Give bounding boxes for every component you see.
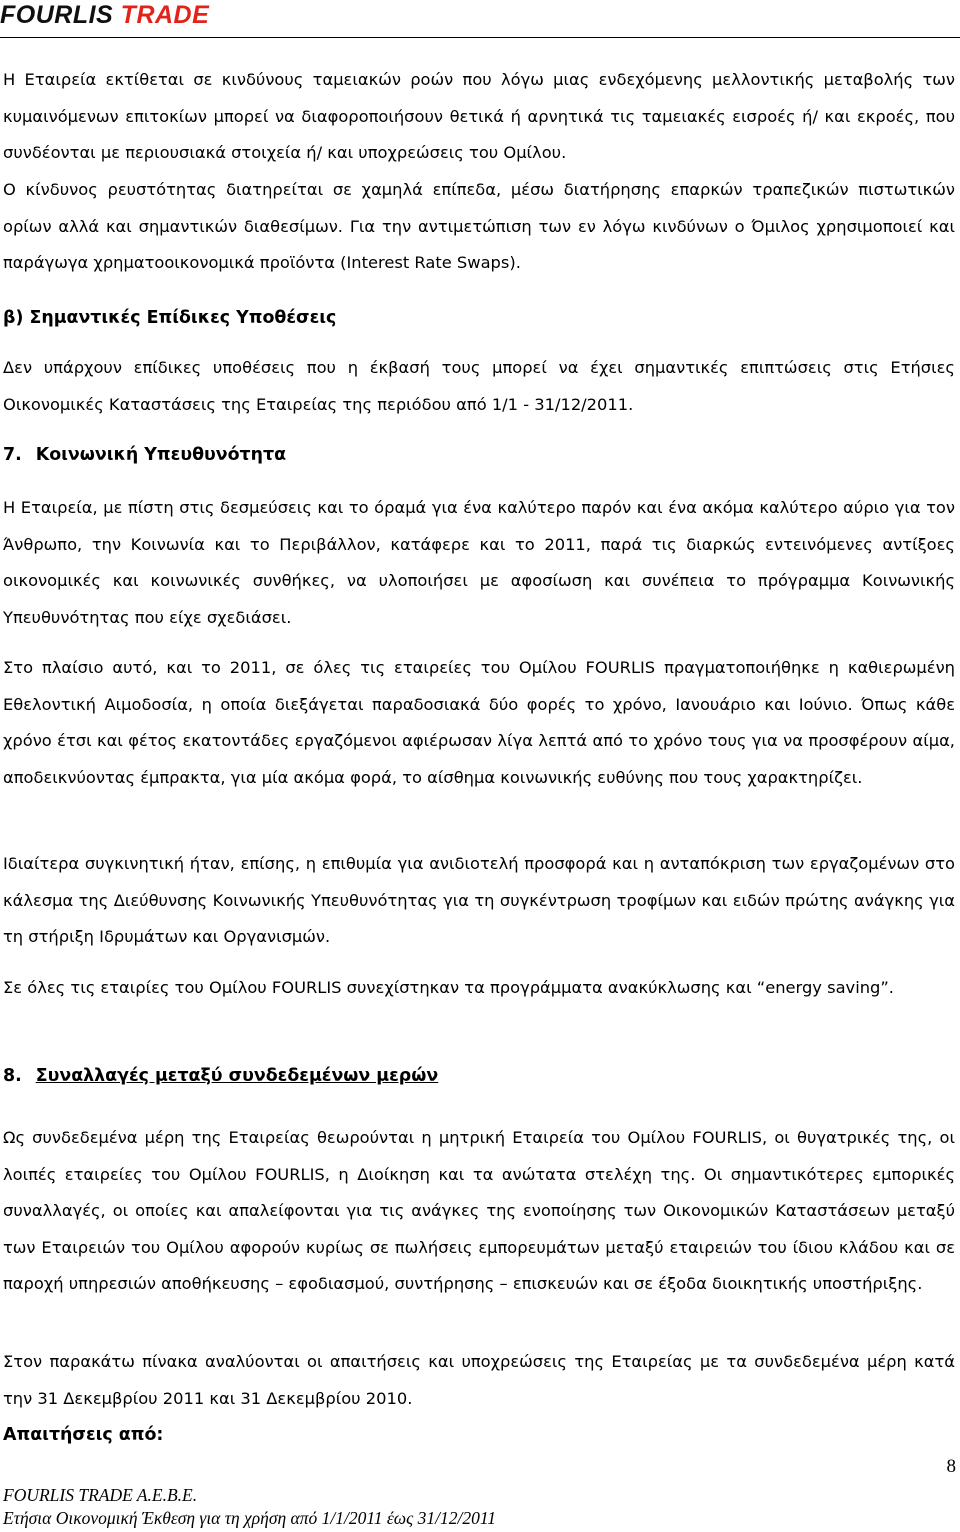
paragraph-related-parties: Ως συνδεδεμένα μέρη της Εταιρείας θεωρούνται η μητρική Εταιρεία του Ομίλου FOURLIS, οι θυγατρικές της, οι λοιπές εταιρείες του Ομίλου FOURLIS, η Διοίκηση και τα ανώτατα στελέχη της. Οι σημαντικότερες εμπορικές συναλλαγές, οι οποίες και απαλείφονται για τις ανάγκες της ενοποίησης των Οικονομικών Καταστάσεων μεταξύ των Εταιρειών του Ομίλου αφορούν κυρίως σε πωλήσεις εμπορευμάτων μεταξύ εταιρειών του ίδιου κλάδου και σε παροχή υπηρεσιών αποθήκευσης – εφοδιασμού, συντήρησης – επισκευών και σε έξοδα διοικητικής υποστήριξης.: [3, 1128, 955, 1294]
paragraph-blood-donation: Στο πλαίσιο αυτό, και το 2011, σε όλες τις εταιρείες του Ομίλου FOURLIS πραγματοποιήθηκε η καθιερωμένη Εθελοντική Αιμοδοσία, η οποία διεξάγεται παραδοσιακά δύο φορές το χρόνο, Ιανουάριο και Ιούνιο. Όπως κάθε χρόνο έτσι και φέτος εκατοντάδες εργαζόμενοι αφιέρωσαν λίγα λεπτά από το χρόνο τους για να προσφέρουν αίμα, αποδεικνύοντας έμπρακτα, για μία ακόμα φορά, το αίσθημα κοινωνικής ευθύνης που τους χαρακτηρίζει.: [3, 658, 955, 787]
paragraph-recycling: Σε όλες τις εταιρίες του Ομίλου FOURLIS συνεχίστηκαν τα προγράμματα ανακύκλωσης και “energy saving”.: [3, 978, 894, 997]
paragraph-table-intro: Στον παρακάτω πίνακα αναλύονται οι απαιτήσεις και υποχρεώσεις της Εταιρείας με τα συνδεδεμένα μέρη κατά την 31 Δεκεμβρίου 2011 και 31 Δεκεμβρίου 2010.: [3, 1352, 955, 1408]
paragraph-cash-flow-risk: Η Εταιρεία εκτίθεται σε κινδύνους ταμειακών ροών που λόγω μιας ενδεχόμενης μελλοντικής μεταβολής των κυμαινόμενων επιτοκίων μπορεί να διαφοροποιήσουν θετικά ή αρνητικά τις ταμειακές εισροές ή/ και εκροές, που συνδέονται με περιουσιακά στοιχεία ή/ και υποχρεώσεις του Ομίλου.: [3, 70, 955, 163]
section-7-number: 7.: [3, 445, 22, 465]
section-8-title: Συναλλαγές μεταξύ συνδεδεμένων μερών: [35, 1066, 439, 1086]
heading-claims-from: Απαιτήσεις από:: [3, 1425, 164, 1445]
paragraph-food-collection: Ιδιαίτερα συγκινητική ήταν, επίσης, η επιθυμία για ανιδιοτελή προσφορά και η ανταπόκριση των εργαζομένων στο κάλεσμα της Διεύθυνσης Κοινωνικής Υπευθυνότητας για τη συγκέντρωση τροφίμων και ειδών πρώτης ανάγκης για τη στήριξη Ιδρυμάτων και Οργανισμών.: [3, 854, 955, 947]
logo-word-trade: TRADE: [120, 1, 210, 29]
page-number: 8: [946, 1456, 956, 1477]
header-divider: [0, 37, 960, 38]
footer-report-title: Ετήσια Οικονομική Έκθεση για τη χρήση από 1/1/2011 έως 31/12/2011: [3, 1508, 497, 1528]
section-7-title: Κοινωνική Υπευθυνότητα: [35, 445, 287, 465]
heading-section-8: [3, 1058, 955, 1095]
company-logo: [0, 0, 300, 32]
logo-word-fourlis: FOURLIS: [0, 1, 114, 29]
paragraph-csr-intro: Η Εταιρεία, με πίστη στις δεσμεύσεις και το όραμά για ένα καλύτερο παρόν και ένα ακόμα καλύτερο αύριο για τον Άνθρωπο, την Κοινωνία και το Περιβάλλον, κατάφερε και το 2011, παρά τις διαρκώς εντεινόμενες αντίξοες οικονομικές και κοινωνικές συνθήκες, να υλοποιήσει με αφοσίωση και συνέπεια το πρόγραμμα Κοινωνικής Υπευθυνότητας που είχε σχεδιάσει.: [3, 498, 955, 627]
footer: [3, 1484, 703, 1530]
footer-company: FOURLIS TRADE A.E.B.E.: [3, 1485, 198, 1505]
paragraph-liquidity-risk: Ο κίνδυνος ρευστότητας διατηρείται σε χαμηλά επίπεδα, μέσω διατήρησης επαρκών τραπεζικών πιστωτικών ορίων αλλά και σημαντικών διαθεσίμων. Για την αντιμετώπιση των εν λόγω κινδύνων ο Όμιλος χρησιμοποιεί και παράγωγα χρηματοοικονομικά προϊόντα (Interest Rate Swaps).: [3, 180, 955, 273]
paragraph-lawsuits: Δεν υπάρχουν επίδικες υποθέσεις που η έκβασή τους μπορεί να έχει σημαντικές επιπτώσεις στις Ετήσιες Οικονομικές Καταστάσεις της Εταιρείας της περιόδου από 1/1 - 31/12/2011.: [3, 358, 955, 414]
heading-pending-lawsuits: β) Σημαντικές Επίδικες Υποθέσεις: [3, 308, 337, 328]
section-8-number: 8.: [3, 1066, 22, 1086]
heading-section-7: [3, 437, 955, 474]
